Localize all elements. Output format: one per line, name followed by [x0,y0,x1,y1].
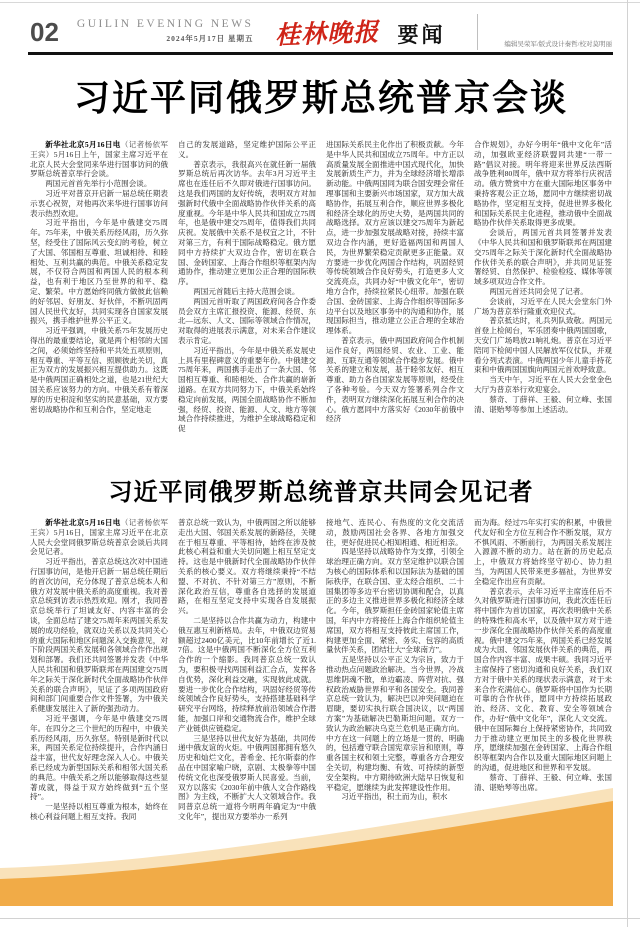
section-title: 要闻 [397,24,446,47]
staff-credits: 编辑吴荣军/版式设计秦哲/校对莫明丽 [504,41,612,48]
article-paragraph: 三是坚持以世代友好为基础，共同传递中俄友谊的火炬。中俄两国都拥有悠久历史和灿烂文化，普希金、托尔斯泰的作品在中国家喻户晓，京剧、太极拳等中国传统文化也深受俄罗斯人民喜爱。当前，双方以落实《2030年前中俄人文合作路线图》为主线，不断扩大人文领域合作。我同普京总统一道将今明两年确定为“中俄文化年”，提出双方要举办一系列 [178,733,316,821]
masthead-logo: 桂林晚报 [275,19,380,50]
dateline: 新华社北京5月16日电 [45,518,121,527]
reporter-byline: （记者杨依军 王宾） [30,518,168,537]
header-divider [477,14,478,50]
article-paragraph: 普京抵达时，礼兵列队致敬。两国元首登上检阅台，军乐团奏中俄两国国歌，天安门广场鸣放21响礼炮。普京在习近平陪同下检阅中国人民解放军仪仗队，并观看分列式表演。中俄两国少年儿童手持花束和中俄两国国旗向两国元首欢呼致意。 [474,316,612,375]
article1-column-4 [474,140,612,464]
article-paragraph: 两国元首还共同会见了记者。 [489,286,588,296]
page-number: 02 [30,17,59,47]
article-paragraph: 普京表示，去年习近平主席连任后不久对俄罗斯进行国事访问，我此次连任后将中国作为首访国家，再次表明俄中关系的特殊性和高水平，以及俄中双方对于进一步深化全面战略协作伙伴关系的高度重视。俄中建交75年来，两国关系已经发展成为大国、邻国发展伙伴关系的典范，两国合作内容丰富、成果丰硕。我同习近平主席保持了密切沟通和良好关系，我们双方对于俄中关系的现状表示满意，对于未来合作充满信心。俄罗斯将中国作为长期可靠的合作伙伴，愿同中方持续拓展政治、经济、文化、教育、安全等领域合作，办好“俄中文化年”，深化人文交流。俄中在国际舞台上保持紧密协作，共同致力于推动建立更加民主的多极化世界秩序，愿继续加强在金砖国家、上海合作组织等框架内合作以及重大国际地区问题上的沟通，促进地区和世界和平发展。 [474,586,612,772]
article-paragraph: 当天中午，习近平在人民大会堂金色大厅为普京举行欢迎宴会。 [474,375,612,394]
article1-headline: 习近平同俄罗斯总统普京会谈 [73,77,568,118]
article-paragraph: 会谈前，习近平在人民大会堂东门外广场为普京举行隆重欢迎仪式。 [474,296,612,316]
article-paragraph: 自己的发展道路，坚定维护国际公平正义。 [178,140,316,159]
page-bottom-edge-line [0,918,640,919]
publication-date: 2024年5月17日 星期五 [166,34,254,43]
article-paragraph: 而为海。经过75年实打实的积累，中俄世代友好和全方位互利合作不断发展，双方不惧风雨、不断前行，为两国关系发展注入源源不断的动力。站在新的历史起点上，中俄双方将始终坚守初心、协力担当，为两国人民带来更多福祉，为世界安全稳定作出应有贡献。 [474,518,612,586]
article-paragraph: 合作规划》，办好今明年“俄中文化年”活动，加强欧亚经济联盟同共建“一带一路”倡议对接。明年将迎来世界反法西斯战争胜利80周年，俄中双方将举行庆祝活动。俄方赞赏中方在重大国际地区事务中秉持客观公正立场，愿同中方继续密切战略协作，坚定相互支持，促进世界多极化和国际关系民主化进程，推动俄中全面战略协作伙伴关系取得更多成果。 [474,140,612,228]
article-paragraph: 习近平指出，今年是中俄关系发展史上具有里程碑意义的重要年份。中俄建交75周年来，两国携手走出了一条大国、邻国相互尊重、和睦相处、合作共赢的崭新道路。在双方共同努力下，中俄关系始终稳定向前发展，两国全面战略协作不断加强，经贸、投资、能源、人文、地方等领域合作持续推进，为维护全球战略稳定和促 [178,345,316,434]
article1-body [30,140,612,464]
article-paragraph: 习近平对普京开启新一届总统任期表示衷心祝贺，对他再次来华进行国事访问表示热烈欢迎。 [30,188,168,218]
article1-column-3 [326,140,464,464]
reporter-byline: （记者杨依军 王宾） [30,140,168,159]
bottom-wave-decoration [0,788,613,906]
article-paragraph: 两国元首随后主持大范围会谈。 [193,286,300,296]
page-header [30,12,612,52]
article-paragraph: 习近平指出，积土而为山，积水 [341,792,448,802]
page-top-edge-line [0,2,640,3]
article-paragraph: 普京表示，俄中两国政府间合作机制运作良好，两国经贸、农业、工业、能源、互联互通等领域合作稳步发展。俄中关系的建立和发展，基于睦邻友好、相互尊重、助力各自国家发展等原则，经受住了各种考验。今天双方签署系列合作文件，表明双方继续深化拓展互利合作的决心。俄方愿同中方落实好《2030年前俄中经济 [326,335,464,424]
header-rule [28,52,613,55]
masthead-english-name: GUILIN EVENING NEWS [76,18,254,30]
article-paragraph: 接地气、连民心、有热度的文化交流活动，鼓励两国社会各界、各地方加强交往，更好促进民心相知相通、相近相亲。 [326,518,464,547]
article-paragraph: 两国元首听取了两国政府间各合作委员会双方主席汇报投资、能源、经贸、东北—远东、人文、国际等领域合作情况，对取得的进展表示满意，对未来合作建议表示肯定。 [178,296,316,345]
article-paragraph: 蔡奇、丁薛祥、王毅、何立峰、张国清、谌贻琴等参加上述活动。 [474,394,612,414]
article-paragraph: 习近平强调，中俄关系75年发展历史得出的最重要结论，就是两个相邻的大国之间，必须始终坚持和平共处五项原则，相互尊重、平等互信、照顾彼此关切，真正为双方的发展振兴相互提供助力。这既是中俄两国正确相处之道，也是21世纪大国关系应该努力的方向。中俄关系有着深厚的历史积淀和坚实的民意基础，双方要密切战略协作和互利合作，坚定地走 [30,326,168,414]
page-right-edge-line [627,0,628,927]
article-paragraph: 普京总统一致认为，中俄两国之所以能够走出大国、邻国关系发展的新路径，关键在于相互尊重、平等相待，始终在涉及彼此核心利益和重大关切问题上相互坚定支持。这也是中俄新时代全面战略协作伙伴关系的核心要义。双方将继续秉持“不结盟、不对抗、不针对第三方”原则，不断深化政治互信，尊重各自选择的发展道路，在相互坚定支持中实现各自发展振兴。 [178,518,316,616]
article-paragraph: 进国际关系民主化作出了积极贡献。今年是中华人民共和国成立75周年。中方正以高质量发展全面推进中国式现代化，加快发展新质生产力，并为全球经济增长增添新动能。中俄两国同为联合国安理会常任理事国和主要新兴市场国家，双方加大战略协作，拓展互利合作，顺应世界多极化和经济全球化的历史大势，是两国共同的战略选择。双方应该以建交75周年为新起点，进一步加强发展战略对接，持续丰富双边合作内涵，更好造福两国和两国人民，为世界繁荣稳定贡献更多正能量。双方要进一步优化两国合作结构，巩固经贸等传统领域合作良好势头，打造更多人文交流亮点，共同办好“中俄文化年”，密切地方合作，持续拉紧民心纽带。加强在联合国、金砖国家、上海合作组织等国际多边平台以及地区事务中的沟通和协作，展现国际担当，推动建立公正合理的全球治理体系。 [326,140,464,336]
article-paragraph: 四是坚持以战略协作为支撑，引领全球治理正确方向。双方坚定维护以联合国为核心的国际体系和以国际法为基础的国际秩序，在联合国、亚太经合组织、二十国集团等多边平台密切协调和配合，以真正的多边主义推进世界多极化和经济全球化。今年，俄罗斯担任金砖国家轮值主席国，年内中方将接任上海合作组织轮值主席国，双方将相互支持彼此主席国工作，构建更加全面、紧密、务实、包容的高质量伙伴关系，团结壮大“全球南方”。 [326,547,464,655]
article-paragraph: 普京表示，我很高兴在就任新一届俄罗斯总统后再次访华。去年3月习近平主席也在连任后不久即对俄进行国事访问。这是我们两国的友好传统，表明双方对加强新时代俄中全面战略协作伙伴关系的高度重视。今年是中华人民共和国成立75周年，也是俄中建交75周年，值得我们共同庆祝。发展俄中关系不是权宜之计，不针对第三方，有利于国际战略稳定。俄方愿同中方持续扩大双边合作，密切在联合国、金砖国家、上海合作组织等框架内沟通协作，推动建立更加公正合理的国际秩序。 [178,159,316,287]
article-paragraph: 两国元首首先举行小范围会谈。 [45,179,152,189]
dateline: 新华社北京5月16日电 [45,140,121,149]
article-paragraph: 新华社北京5月16日电（记者杨依军 王宾）5月16日，国家主席习近平在北京人民大会堂同俄罗斯总统普京会谈后共同会见记者。 [30,518,168,557]
article-paragraph: 二是坚持以合作共赢为动力，构建中俄互惠互利新格局。去年，中俄双边贸易额超过2400亿美元，比10年前增长了近1.7倍。这是中俄两国不断深化全方位互利合作的一个缩影。我同普京总统一致认为，要积极寻找两国利益汇合点，发挥各自优势，深化利益交融，实现彼此成就。要进一步优化合作结构，巩固好经贸等传统领域合作良好势头，支持搭建基础科学研究平台网络，持续释放前沿领域合作潜能，加强口岸和交通物流合作，维护全球产业链供应链稳定。 [178,615,316,733]
article-paragraph: 蔡奇、丁薛祥、王毅、何立峰、张国清、谌贻琴等出席。 [474,772,612,792]
article-paragraph: 习近平指出，今年是中俄建交75周年。75年来，中俄关系历经风雨，历久弥坚，经受住了国际风云变幻的考验，树立了大国、邻国相互尊重、坦诚相待、和睦相处、互利共赢的典范。中俄关系稳定发展，不仅符合两国和两国人民的根本利益，也有利于地区乃至世界的和平、稳定、繁荣。中方愿始终同俄方做彼此信赖的好邻居、好朋友、好伙伴，不断巩固两国人民世代友好，共同实现各自国家发展振兴，携手维护世界公平正义。 [30,218,168,326]
masthead-english-block [77,18,254,44]
article1-column-1 [30,140,168,464]
article-paragraph: 一是坚持以相互尊重为根本，始终在核心利益问题上相互支持。我同 [30,802,168,821]
article-paragraph: 新华社北京5月16日电（记者杨依军 王宾）5月16日上午，国家主席习近平在北京人民大会堂同来华进行国事访问的俄罗斯总统普京举行会谈。 [30,140,168,179]
article-paragraph: 习近平强调，今年是中俄建交75周年。在四分之三个世纪的历程中，中俄关系历经风雨，历久弥坚。特别是新时代以来，两国关系定位持续提升，合作内涵日益丰富，世代友好理念深入人心。中俄关系已经成为新型国际关系和相邻大国关系的典范。中俄关系之所以能够取得这些显著成就，得益于双方始终做到“五个坚持”。 [30,713,168,802]
article-paragraph: 习近平指出，普京总统这次对中国进行国事访问，是他开启新一届总统任期后的首次访问，充分体现了普京总统本人和俄方对发展中俄关系的高度重视。我对普京总统到访表示热烈欢迎。刚才，我同普京总统举行了坦诚友好、内容丰富的会谈，全面总结了建交75周年来两国关系发展的成功经验，就双边关系以及共同关心的重大国际和地区问题深入交换意见，对下阶段两国关系发展和各领域合作作出规划和部署。我们还共同签署并发表《中华人民共和国和俄罗斯联邦在两国建交75周年之际关于深化新时代全面战略协作伙伴关系的联合声明》，见证了多项两国政府间和部门间重要合作文件签署，为中俄关系健康发展注入了新的强劲动力。 [30,557,168,714]
article2-headline: 习近平同俄罗斯总统普京共同会见记者 [108,479,534,506]
article1-column-2 [178,140,316,464]
article-paragraph: 会谈后，两国元首共同签署并发表《中华人民共和国和俄罗斯联邦在两国建交75周年之际关于深化新时代全面战略协作伙伴关系的联合声明》，并共同见证签署经贸、自然保护、检验检疫、媒体等领域多项双边合作文件。 [474,228,612,287]
article-paragraph: 五是坚持以公平正义为宗旨，致力于推动热点问题政治解决。当今世界，冷战思维阴魂不散，单边霸凌、阵营对抗、强权政治威胁世界和平和各国安全。我同普京总统一致认为，解决巴以冲突问题迫在眉睫，要切实执行联合国决议，以“两国方案”为基础解决巴勒斯坦问题。双方一致认为政治解决乌克兰危机是正确方向。中方在这一问题上的立场是一贯的、明确的，包括遵守联合国宪章宗旨和原则，尊重各国主权和领土完整，尊重各方合理安全关切，构建均衡、有效、可持续的新型安全架构。中方期待欧洲大陆早日恢复和平稳定，愿继续为此发挥建设性作用。 [326,655,464,792]
